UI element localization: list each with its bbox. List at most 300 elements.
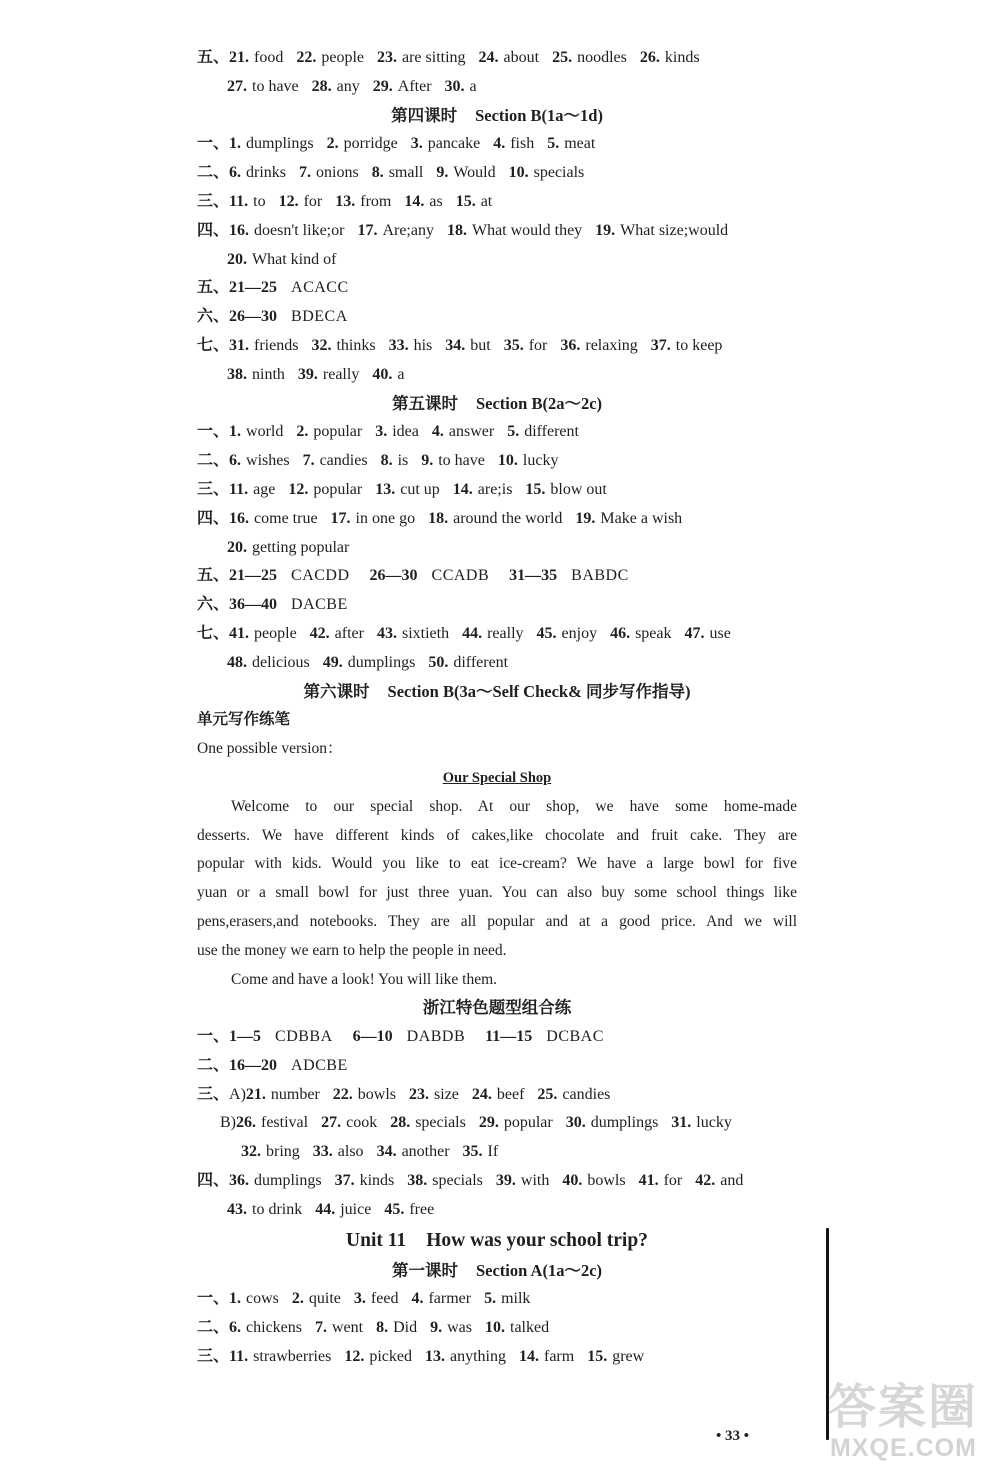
answer-line (197, 562, 797, 591)
answer-line (197, 303, 797, 332)
question-number: 7. (302, 452, 315, 470)
answer-text: come true (254, 509, 318, 527)
group-label: 一、 (197, 135, 230, 153)
answer-text: another (401, 1143, 450, 1161)
question-number: 47. (684, 624, 705, 642)
question-number: 42. (309, 624, 330, 642)
question-number: 21. (245, 1085, 266, 1103)
group-label: 五、 (197, 279, 230, 297)
answer-item (404, 193, 442, 210)
question-number: 5. (507, 423, 520, 441)
answer-item (354, 1290, 399, 1307)
page-number: • 33 • (716, 1428, 750, 1444)
answer-text: wishes (246, 452, 290, 470)
answer-text: at (480, 192, 493, 210)
question-group (197, 476, 797, 505)
answer-item (279, 193, 323, 210)
question-number: 6. (229, 164, 242, 182)
answer-line (197, 476, 797, 505)
essay-line: popular with kids. Would you like to eat ice-cream? We have a large bowl for five (197, 855, 797, 873)
question-number: 9. (421, 452, 434, 470)
answer-line (197, 1023, 797, 1052)
answer-line (197, 159, 797, 188)
answer-text: If (487, 1143, 499, 1161)
question-number: 32. (241, 1143, 261, 1161)
answer-item (335, 1172, 395, 1189)
answer-text: really (487, 624, 524, 642)
answer-text: any (336, 77, 360, 95)
answer-text: are;is (477, 480, 513, 498)
answer-line (197, 534, 797, 563)
answer-text: went (332, 1319, 364, 1337)
answer-item (407, 1172, 483, 1189)
answer-text: Make a wish (600, 509, 683, 527)
writing-section-label: 单元写作练笔 (197, 711, 291, 729)
answer-item (377, 1143, 450, 1160)
answer-text: to keep (675, 336, 723, 354)
answer-text: a (397, 365, 405, 383)
answer-range (229, 567, 350, 584)
answer-item (587, 1348, 644, 1365)
answer-text: getting popular (252, 538, 350, 556)
answer-item (445, 78, 477, 95)
answer-line (197, 188, 797, 217)
answer-item (229, 1319, 302, 1336)
answer-line (197, 44, 797, 73)
question-group (197, 591, 797, 620)
question-number: 44. (315, 1200, 336, 1218)
answer-item (229, 193, 266, 210)
question-number: 3. (353, 1290, 366, 1308)
answer-item (411, 1290, 471, 1307)
question-number: 25. (552, 49, 573, 66)
question-number: 33. (312, 1143, 333, 1161)
answer-item (357, 222, 434, 239)
question-number: 10. (485, 1319, 505, 1337)
answer-text: specials (415, 1114, 466, 1132)
answer-text: strawberries (253, 1348, 332, 1366)
answer-text: world (246, 423, 284, 441)
answer-range (229, 1057, 348, 1074)
answer-item (425, 1348, 506, 1365)
question-number: 34. (445, 336, 466, 354)
answer-line (197, 447, 797, 476)
answer-text: festival (261, 1114, 309, 1132)
essay-line: pens,erasers,and notebooks. They are all popular and at a good price. And we will (197, 912, 797, 930)
group-label: 四、 (197, 221, 230, 239)
answer-item (375, 423, 419, 440)
answer-line (197, 649, 797, 678)
question-group (197, 303, 797, 332)
answer-text: for (303, 192, 323, 210)
answer-text: juice (340, 1200, 372, 1218)
answer-item (313, 1143, 364, 1160)
question-number: 28. (311, 77, 332, 95)
question-number: 4. (411, 1290, 424, 1308)
question-number: 12. (278, 192, 299, 210)
answer-item (236, 1114, 308, 1131)
answer-text: number (270, 1085, 320, 1103)
question-group (197, 188, 797, 217)
question-range: 21—25 (229, 279, 278, 297)
answer-item (436, 164, 495, 181)
answer-text: as (429, 192, 443, 210)
answer-line (197, 505, 797, 534)
question-number: 45. (384, 1200, 405, 1218)
answer-text: to have (252, 77, 299, 95)
question-number: 3. (375, 423, 388, 441)
answer-item (377, 625, 449, 642)
question-number: 26. (236, 1114, 256, 1132)
watermark-logo-text: 答案圈 (828, 1379, 979, 1435)
part-label: A) (229, 1085, 246, 1103)
question-number: 46. (610, 624, 631, 642)
essay-line: desserts. We have different kinds of cakes,like chocolate and fruit cake. They are (197, 826, 797, 844)
answer-text: picked (369, 1348, 412, 1366)
answer-text: feed (370, 1290, 399, 1308)
answer-letters: CCADB (431, 567, 490, 585)
answer-text: from (360, 192, 392, 210)
answer-text: people (254, 624, 297, 642)
question-number: 14. (518, 1348, 539, 1366)
answer-text: candies (562, 1085, 611, 1103)
answer-text: pancake (427, 135, 481, 153)
question-number: 4. (431, 423, 444, 441)
sample-intro: One possible version： (197, 740, 343, 758)
answer-item (296, 423, 362, 440)
answer-text: fish (510, 135, 535, 153)
question-number: 8. (376, 1319, 389, 1337)
question-group (197, 1023, 797, 1052)
lesson-heading (197, 1257, 797, 1286)
watermark (826, 1368, 996, 1468)
question-number: 15. (525, 480, 546, 498)
answer-item (447, 222, 582, 239)
question-number: 1. (229, 423, 242, 441)
answer-text: dumplings (246, 135, 314, 153)
question-number: 20. (227, 250, 247, 268)
group-label: 五、 (197, 567, 230, 585)
question-number: 37. (334, 1172, 355, 1190)
answer-item (479, 1114, 553, 1131)
question-number: 32. (311, 336, 332, 354)
answer-text: size (434, 1085, 459, 1103)
question-number: 24. (478, 49, 499, 66)
answer-text: anything (449, 1348, 506, 1366)
answer-item (695, 1172, 743, 1189)
group-label: 六、 (197, 308, 230, 326)
answer-text: dumplings (347, 653, 416, 671)
question-number: 5. (547, 135, 560, 153)
unit-heading (197, 1225, 797, 1257)
answer-item (381, 452, 409, 469)
answer-item (445, 337, 490, 354)
question-number: 36. (229, 1172, 250, 1190)
question-number: 34. (376, 1143, 397, 1161)
answer-item (229, 337, 298, 354)
answer-item (303, 452, 368, 469)
question-number: 11. (229, 480, 249, 498)
answer-item (639, 1172, 683, 1189)
question-group (197, 418, 797, 447)
question-number: 6. (229, 452, 242, 470)
answer-text: specials (432, 1172, 483, 1190)
group-label: 四、 (197, 509, 230, 527)
answer-item (671, 1114, 732, 1131)
question-group (197, 1285, 797, 1314)
answer-text: are sitting (402, 49, 466, 66)
question-number: 23. (409, 1085, 430, 1103)
question-number: 36. (560, 336, 581, 354)
answer-item (310, 625, 364, 642)
answer-item (296, 49, 364, 66)
answer-range (509, 567, 629, 584)
answer-text: for (528, 336, 548, 354)
answer-item (484, 1290, 530, 1307)
answer-line (197, 246, 797, 275)
answer-item (229, 625, 297, 642)
group-label: 一、 (197, 1028, 230, 1046)
question-number: 27. (227, 77, 247, 95)
answer-item (498, 452, 559, 469)
answer-item (373, 78, 432, 95)
question-number: 39. (495, 1172, 516, 1190)
section-label: Section B(3a～Self Check& 同步写作指导) (387, 681, 691, 701)
answer-text: a (469, 77, 477, 95)
question-number: 13. (424, 1348, 445, 1366)
answer-item (430, 1319, 472, 1336)
answer-item (479, 49, 540, 66)
question-number: 45. (536, 624, 557, 642)
essay-paragraph (197, 966, 797, 995)
group-label: 二、 (197, 452, 230, 470)
question-number: 10. (508, 164, 529, 182)
answer-text: onions (316, 164, 359, 182)
group-label: 七、 (197, 624, 230, 642)
question-group (197, 1052, 797, 1081)
question-number: 17. (357, 221, 378, 239)
answer-item (409, 1086, 459, 1103)
answer-line (197, 1343, 797, 1372)
answer-text: milk (501, 1290, 531, 1308)
question-number: 44. (462, 624, 483, 642)
group-label: 三、 (197, 480, 230, 498)
answer-text: different (524, 423, 579, 441)
question-number: 7. (315, 1319, 327, 1337)
answer-item (575, 510, 682, 527)
lesson-heading (197, 102, 797, 131)
question-number: 9. (430, 1319, 443, 1337)
question-number: 9. (436, 164, 449, 182)
question-group (197, 447, 797, 476)
answer-item (229, 135, 314, 152)
answer-item (227, 251, 336, 268)
answer-item (496, 1172, 549, 1189)
answer-text: What kind of (252, 250, 337, 268)
answer-item (595, 222, 728, 239)
answer-item (462, 625, 523, 642)
question-group (197, 1343, 797, 1372)
answer-item (547, 135, 595, 152)
answer-item (493, 135, 534, 152)
answer-line (197, 361, 797, 390)
group-label: 三、 (197, 1348, 230, 1366)
answer-text: about (503, 49, 540, 66)
answer-item (411, 135, 480, 152)
answer-item (229, 481, 275, 498)
answer-text: lucky (696, 1114, 732, 1132)
answer-item (560, 337, 637, 354)
group-label: 一、 (197, 1290, 230, 1308)
answer-text: popular (313, 480, 363, 498)
lesson-heading (197, 390, 797, 419)
question-number: 38. (407, 1172, 428, 1190)
question-number: 2. (326, 135, 339, 153)
answer-item (566, 1114, 659, 1131)
question-number: 37. (650, 336, 671, 354)
answer-item (229, 1290, 279, 1307)
answer-text: candies (319, 452, 368, 470)
group-label: 七、 (197, 336, 230, 354)
question-number: 42. (695, 1172, 716, 1190)
answer-text: chickens (246, 1319, 302, 1337)
question-range: 21—25 (229, 567, 278, 585)
answer-item (229, 423, 283, 440)
answer-range (485, 1028, 604, 1045)
answer-item (229, 164, 286, 181)
question-number: 28. (390, 1114, 411, 1132)
answer-item (315, 1319, 363, 1336)
answer-letters: ACACC (291, 279, 349, 297)
answer-range (229, 596, 348, 613)
answer-item (562, 1172, 625, 1189)
answer-line (197, 418, 797, 447)
unit-number: Unit 11 (346, 1229, 407, 1251)
question-number: 13. (375, 480, 396, 498)
answer-text: but (470, 336, 491, 354)
answer-letters: BABDC (571, 567, 629, 585)
answer-text: was (447, 1319, 472, 1337)
question-number: 15. (587, 1348, 608, 1366)
essay-line: Come and have a look! You will like them. (231, 970, 498, 988)
answer-text: small (388, 164, 424, 182)
question-group (197, 1314, 797, 1343)
question-number: 8. (371, 164, 384, 182)
answer-text: grew (612, 1348, 645, 1366)
essay-title: Our Special Shop (442, 769, 552, 786)
question-number: 5. (484, 1290, 497, 1308)
answer-text: to have (438, 452, 485, 470)
essay-line: yuan or a small bowl for just three yuan. You can also buy some school things like (197, 884, 797, 902)
answer-text: around the world (453, 509, 563, 527)
answer-item (375, 481, 440, 498)
answer-text: What size;would (620, 221, 729, 239)
answer-letters: CACDD (291, 567, 350, 585)
question-number: 19. (595, 221, 616, 239)
answer-text: After (397, 77, 432, 95)
question-number: 2. (296, 423, 309, 441)
answer-text: talked (510, 1319, 550, 1337)
group-label: 二、 (197, 164, 230, 182)
answer-text: use (709, 624, 731, 642)
answer-text: popular (313, 423, 363, 441)
answer-text: bring (266, 1143, 300, 1161)
question-number: 39. (297, 365, 318, 383)
answer-text: idea (392, 423, 419, 441)
question-number: 13. (335, 192, 356, 210)
answer-item (292, 1290, 341, 1307)
question-number: 38. (227, 365, 247, 383)
answer-item (246, 1086, 320, 1103)
answer-text: farmer (428, 1290, 472, 1308)
answer-item (335, 193, 391, 210)
question-number: 2. (291, 1290, 304, 1308)
question-number: 22. (332, 1085, 353, 1103)
answer-letters: ADCBE (291, 1056, 348, 1074)
answer-letters: DABDB (406, 1028, 466, 1046)
question-range: 31—35 (509, 567, 558, 585)
answer-text: friends (254, 336, 299, 354)
answer-item (428, 510, 562, 527)
answer-item (227, 539, 349, 556)
question-number: 41. (638, 1172, 659, 1190)
question-number: 26. (639, 49, 660, 66)
answer-item (384, 1201, 434, 1218)
answer-text: dumplings (590, 1114, 659, 1132)
answer-line (197, 1109, 797, 1138)
answer-item (323, 654, 416, 671)
answer-line (197, 1196, 797, 1225)
answer-line (197, 1167, 797, 1196)
answer-item (519, 1348, 574, 1365)
question-number: 40. (562, 1172, 583, 1190)
lesson-label: 第五课时 (391, 393, 458, 413)
question-group (197, 44, 797, 102)
answer-item (229, 222, 344, 239)
answer-text: What would they (471, 221, 583, 239)
question-number: 16. (229, 509, 250, 527)
question-number: 19. (575, 509, 596, 527)
question-number: 24. (471, 1085, 492, 1103)
answer-line (197, 620, 797, 649)
lesson-heading (197, 678, 797, 707)
answer-item (463, 1143, 499, 1160)
answer-item (421, 452, 485, 469)
answer-text: popular (503, 1114, 553, 1132)
answer-text: doesn't like;or (254, 221, 345, 239)
answer-text: cook (346, 1114, 378, 1132)
section-label: Section A(1a～2c) (475, 1260, 603, 1280)
answer-text: people (321, 49, 364, 66)
answer-text: cows (246, 1290, 279, 1308)
group-label: 三、 (197, 1085, 230, 1103)
answer-text: his (413, 336, 433, 354)
answer-range (229, 1028, 333, 1045)
answer-text: bowls (587, 1172, 626, 1190)
answer-item (390, 1114, 466, 1131)
question-number: 18. (446, 221, 467, 239)
essay-line: use the money we earn to help the people in need. (197, 941, 507, 959)
answer-line (197, 332, 797, 361)
question-number: 7. (299, 164, 312, 182)
answer-text: kinds (359, 1172, 395, 1190)
answer-text: delicious (252, 653, 310, 671)
answer-line (197, 1285, 797, 1314)
answer-letters: CDBBA (275, 1028, 333, 1046)
answer-text: sixtieth (401, 624, 450, 642)
question-number: 4. (493, 135, 506, 153)
question-range: 1—5 (229, 1028, 262, 1046)
